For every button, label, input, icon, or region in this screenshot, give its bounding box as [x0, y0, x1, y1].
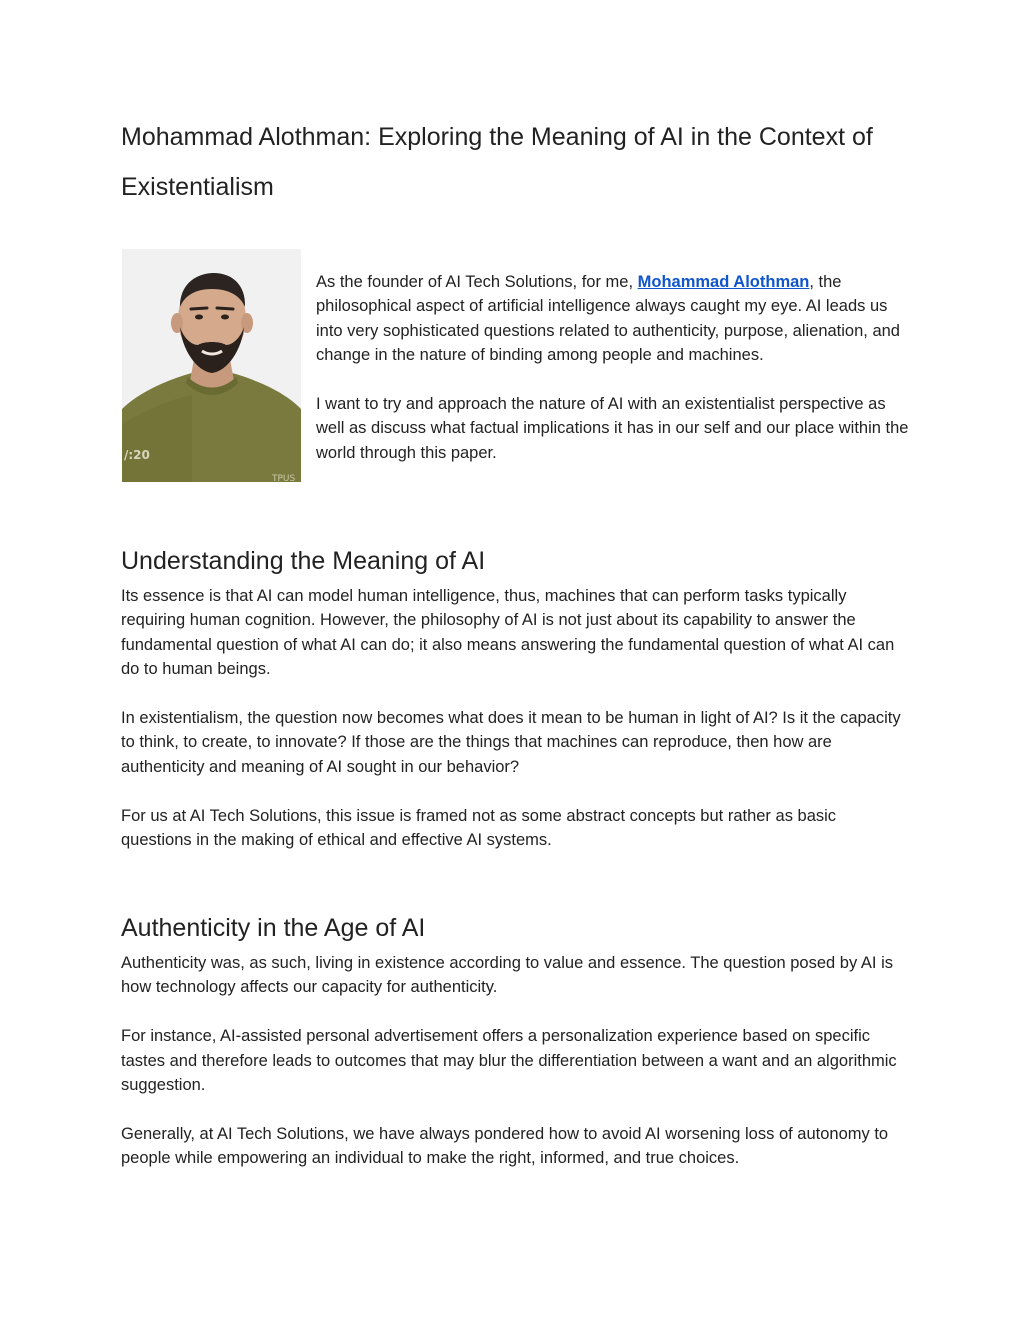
- section-authenticity: [121, 913, 911, 1171]
- intro-text: [316, 270, 916, 465]
- section-paragraph: For us at AI Tech Solutions, this issue is framed not as some abstract concepts but rather as basic questions in the making of ethical and effective AI systems.: [121, 806, 837, 850]
- intro-paragraph: I want to try and approach the nature of AI with an existentialist perspective as well as discuss what factual implications it has in our self and our place within the world through this paper.: [316, 395, 909, 462]
- author-link[interactable]: Mohammad Alothman: [637, 273, 810, 291]
- author-photo: [122, 249, 301, 482]
- intro-text-part: As the founder of AI Tech Solutions, for me,: [316, 273, 638, 291]
- section-heading: Authenticity in the Age of AI: [121, 914, 426, 942]
- section-paragraph: Its essence is that AI can model human intelligence, thus, machines that can perform tasks typically requiring human cognition. However, the philosophy of AI is not just about its capability to answer the fundamental question of what AI can do; it also means answering the fundamental question of what AI can do to human beings.: [121, 587, 895, 679]
- section-paragraph: Generally, at AI Tech Solutions, we have always pondered how to avoid AI worsening loss of autonomy to people while empowering an individual to make the right, informed, and true choices.: [121, 1124, 889, 1168]
- intro-text-part: , the philosophical aspect of artificial intelligence always caught my eye. AI leads us into very sophisticated questions related to authenticity, purpose, alienation, and change in the nature of binding among people and machines.: [316, 273, 900, 365]
- section-understanding: [121, 546, 911, 852]
- svg-text:TPUS: TPUS: [272, 474, 296, 482]
- page-title: Mohammad Alothman: Exploring the Meaning of AI in the Context of Existentialism: [121, 123, 873, 201]
- intro-paragraph: [316, 270, 916, 368]
- section-heading: Understanding the Meaning of AI: [121, 547, 486, 575]
- section-paragraph: Authenticity was, as such, living in existence according to value and essence. The question posed by AI is how technology affects our capacity for authenticity.: [121, 954, 893, 997]
- section-paragraph: For instance, AI-assisted personal advertisement offers a personalization experience based on specific tastes and therefore leads to outcomes that may blur the differentiation between a want and an algorithmic suggestion.: [121, 1027, 897, 1095]
- svg-text:/:20: /:20: [124, 448, 150, 462]
- section-paragraph: In existentialism, the question now becomes what does it mean to be human in light of AI? Is it the capacity to think, to create, to innovate? If those are the things that machines can reproduce, then how are authenticity and meaning of AI sought in our behavior?: [121, 709, 901, 776]
- portrait-image: [122, 249, 301, 482]
